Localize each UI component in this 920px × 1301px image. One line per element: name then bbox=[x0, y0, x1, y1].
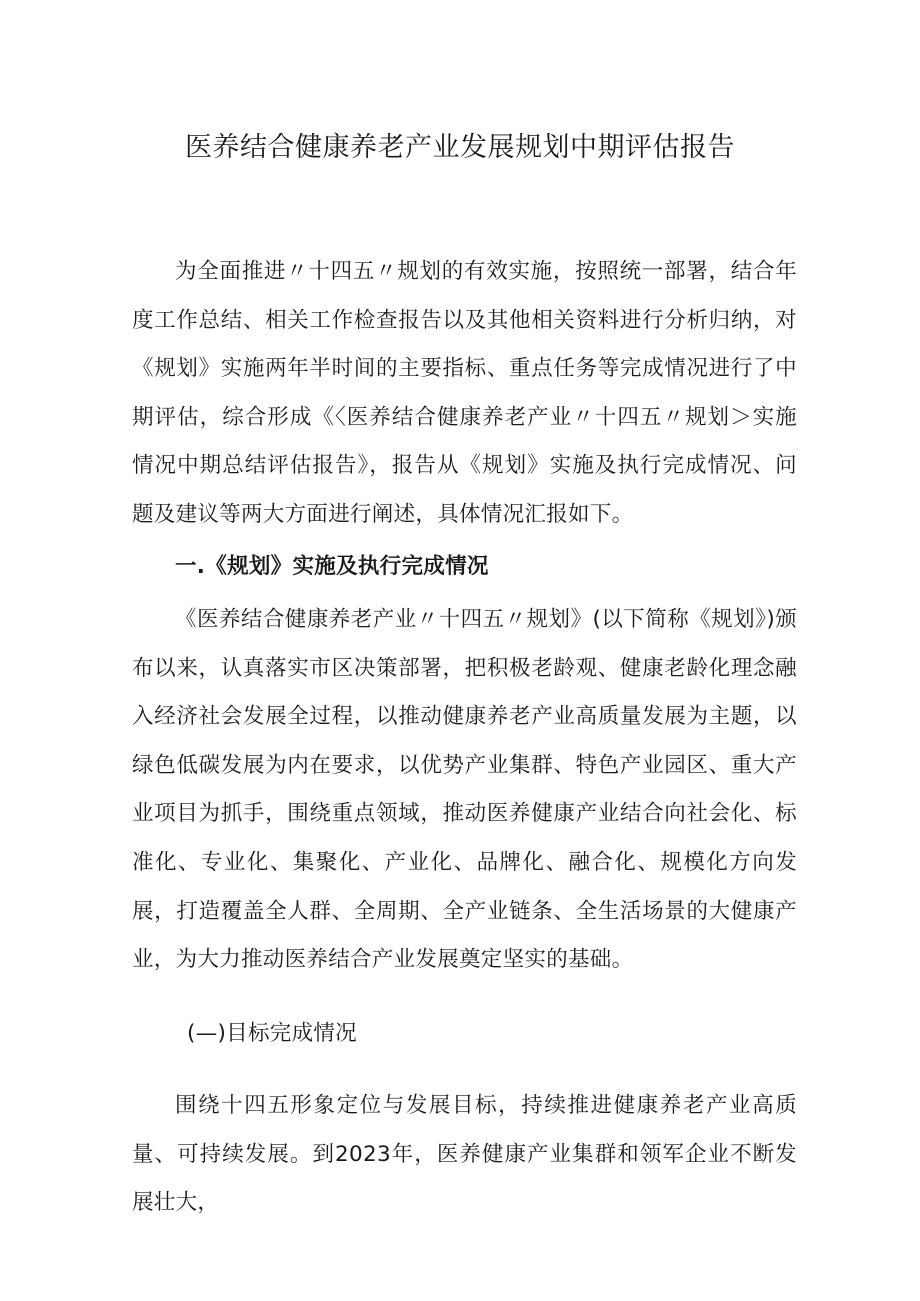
section-one-heading: 一.《规划》实施及执行完成情况 bbox=[175, 554, 489, 579]
document-title: 医养结合健康养老产业发展规划中期评估报告 bbox=[185, 132, 735, 163]
intro-paragraph: 为全面推进〃十四五〃规划的有效实施，按照统一部署，结合年度工作总结、相关工作检查报告以及其他相关资料进行分析归纳，对《规划》实施两年半时间的主要指标、重点任务等完成情况进行了中期评估，综合形成《〈医养结合健康养老产业〃十四五〃规划＞实施情况中期总结评估报告》，报告从《规划》实施及执行完成情况、问题及建议等两大方面进行阐述，具体情况汇报如下。 bbox=[132, 259, 797, 527]
subsection-heading: (—)目标完成情况 bbox=[187, 1021, 357, 1046]
section-one-paragraph: 《医养结合健康养老产业〃十四五〃规划》(以下简称《规划》)颁布以来，认真落实市区决策部署，把积极老龄观、健康老龄化理念融入经济社会发展全过程，以推动健康养老产业高质量发展为主题，以绿色低碳发展为内在要求，以优势产业集群、特色产业园区、重大产业项目为抓手，围绕重点领域，推动医养健康产业结合向社会化、标准化、专业化、集聚化、产业化、品牌化、融合化、规模化方向发展，打造覆盖全人群、全周期、全产业链条、全生活场景的大健康产业，为大力推动医养结合产业发展奠定坚实的基础。 bbox=[132, 607, 797, 973]
subsection-paragraph: 围绕十四五形象定位与发展目标，持续推进健康养老产业高质量、可持续发展。到2023年，医养健康产业集群和领军企业不断发展壮大， bbox=[132, 1093, 797, 1216]
